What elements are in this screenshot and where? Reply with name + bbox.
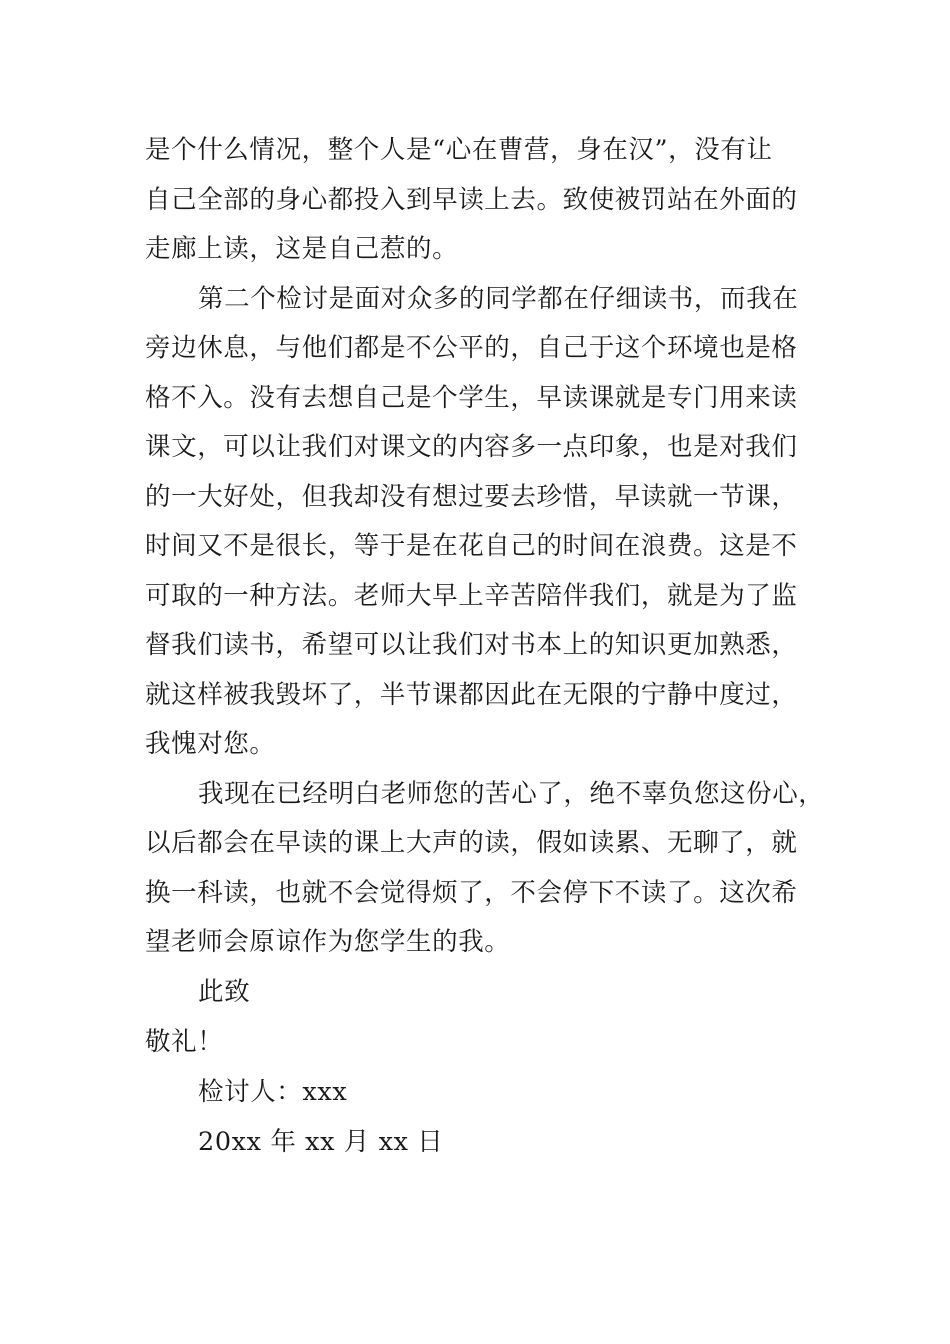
paragraph-line: 就这样被我毁坏了，半节课都因此在无限的宁静中度过，	[145, 680, 798, 710]
paragraph-line: 望老师会原谅作为您学生的我。	[145, 927, 511, 957]
signer-name: 检讨人：xxx	[198, 1077, 348, 1107]
paragraph-line: 自己全部的身心都投入到早读上去。致使被罚站在外面的	[145, 185, 798, 215]
paragraph-line: 我现在已经明白老师您的苦心了，绝不辜负您这份心，	[198, 779, 825, 809]
paragraph-line: 的一大好处，但我却没有想过要去珍惜，早读就一节课，	[145, 482, 798, 512]
paragraph-line: 第二个检讨是面对众多的同学都在仔细读书，而我在	[198, 284, 799, 314]
paragraph-line: 格不入。没有去想自己是个学生，早读课就是专门用来读	[145, 383, 798, 413]
paragraph-line: 旁边休息，与他们都是不公平的，自己于这个环境也是格	[145, 333, 798, 363]
paragraph-line: 督我们读书，希望可以让我们对书本上的知识更加熟悉，	[145, 630, 798, 660]
paragraph-line: 时间又不是很长，等于是在花自己的时间在浪费。这是不	[145, 531, 798, 561]
signature-date: 20xx 年 xx 月 xx 日	[198, 1127, 444, 1157]
closing-regards: 敬礼！	[145, 1027, 224, 1057]
paragraph-line: 课文，可以让我们对课文的内容多一点印象，也是对我们	[145, 432, 798, 462]
paragraph-line: 我愧对您。	[145, 729, 276, 759]
paragraph-line: 是个什么情况，整个人是“心在曹营，身在汉”，没有让	[145, 135, 773, 165]
paragraph-line: 换一科读，也就不会觉得烦了，不会停下不读了。这次希	[145, 878, 798, 908]
paragraph-line: 可取的一种方法。老师大早上辛苦陪伴我们，就是为了监	[145, 581, 798, 611]
paragraph-line: 以后都会在早读的课上大声的读，假如读累、无聊了，就	[145, 828, 798, 858]
paragraph-line: 走廊上读，这是自己惹的。	[145, 234, 459, 264]
closing-salutation: 此致	[198, 977, 251, 1007]
